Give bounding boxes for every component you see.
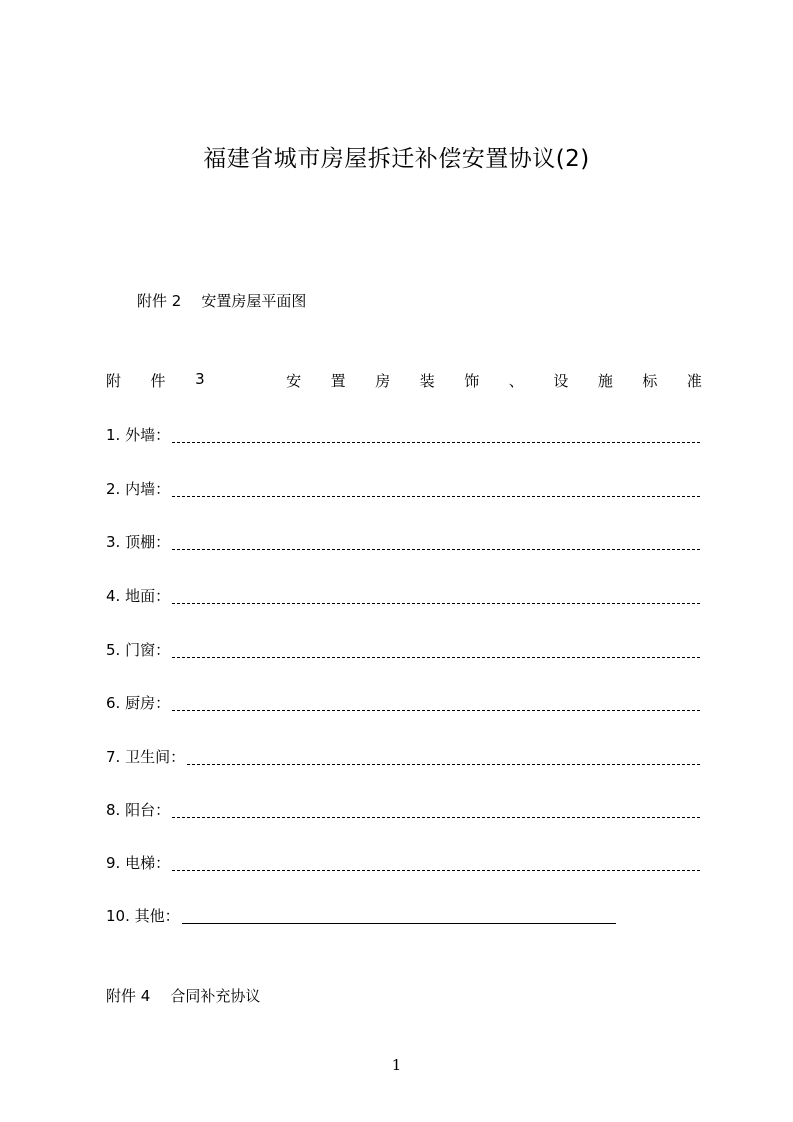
attachment-4-heading [106,985,260,1006]
attachment-2-text: 安置房屋平面图 [201,292,307,310]
attachment-3-char: 房 [375,372,391,390]
item-row-other [106,905,616,926]
attachment-3-char: 附 [106,372,122,390]
page-number: 1 [391,1056,402,1074]
attachment-3-number: 3 [195,370,205,388]
item-row-doors-windows [106,639,700,660]
fill-in-blank[interactable] [172,870,700,871]
item-label: 3. 顶棚： [106,533,171,551]
attachment-3-char: 置 [330,372,346,390]
attachment-3-char: 标 [642,372,658,390]
attachment-3-char: 、 [508,372,524,390]
fill-in-blank[interactable] [172,442,700,443]
fill-in-blank[interactable] [172,657,700,658]
fill-in-blank[interactable] [187,764,700,765]
attachment-3-char: 件 [150,372,166,390]
item-row-exterior-wall [106,424,700,445]
item-label: 9. 电梯： [106,854,171,872]
item-row-floor [106,585,700,606]
item-label: 1. 外墙： [106,426,171,444]
fill-in-blank[interactable] [172,603,700,604]
item-row-bathroom [106,746,700,767]
attachment-2-heading [137,290,306,311]
item-label: 6. 厨房： [106,694,171,712]
fill-in-blank[interactable] [172,496,700,497]
attachment-3-char: 安 [286,372,302,390]
item-row-elevator [106,852,700,873]
item-label: 4. 地面： [106,587,171,605]
item-row-kitchen [106,692,700,713]
item-label: 2. 内墙： [106,480,171,498]
item-label: 10. 其他： [106,907,180,925]
item-label: 8. 阳台： [106,801,171,819]
attachment-3-char: 设 [553,372,569,390]
fill-in-blank[interactable] [172,817,700,818]
attachment-3-char: 施 [597,372,613,390]
item-row-interior-wall [106,478,700,499]
item-row-balcony [106,799,700,820]
attachment-3-heading [106,370,702,391]
attachment-3-char: 饰 [464,372,480,390]
attachment-4-label: 附件 4 [106,987,151,1005]
item-label: 5. 门窗： [106,641,171,659]
fill-in-blank[interactable] [172,549,700,550]
attachment-4-text: 合同补充协议 [170,987,261,1005]
attachment-2-label: 附件 2 [137,292,182,310]
item-label: 7. 卫生间： [106,748,186,766]
document-title: 福建省城市房屋拆迁补偿安置协议(2) [203,146,590,172]
fill-in-blank[interactable] [172,710,700,711]
attachment-3-char: 准 [686,372,702,390]
item-row-ceiling [106,531,700,552]
attachment-3-char: 装 [419,372,435,390]
fill-in-blank[interactable] [182,923,616,924]
